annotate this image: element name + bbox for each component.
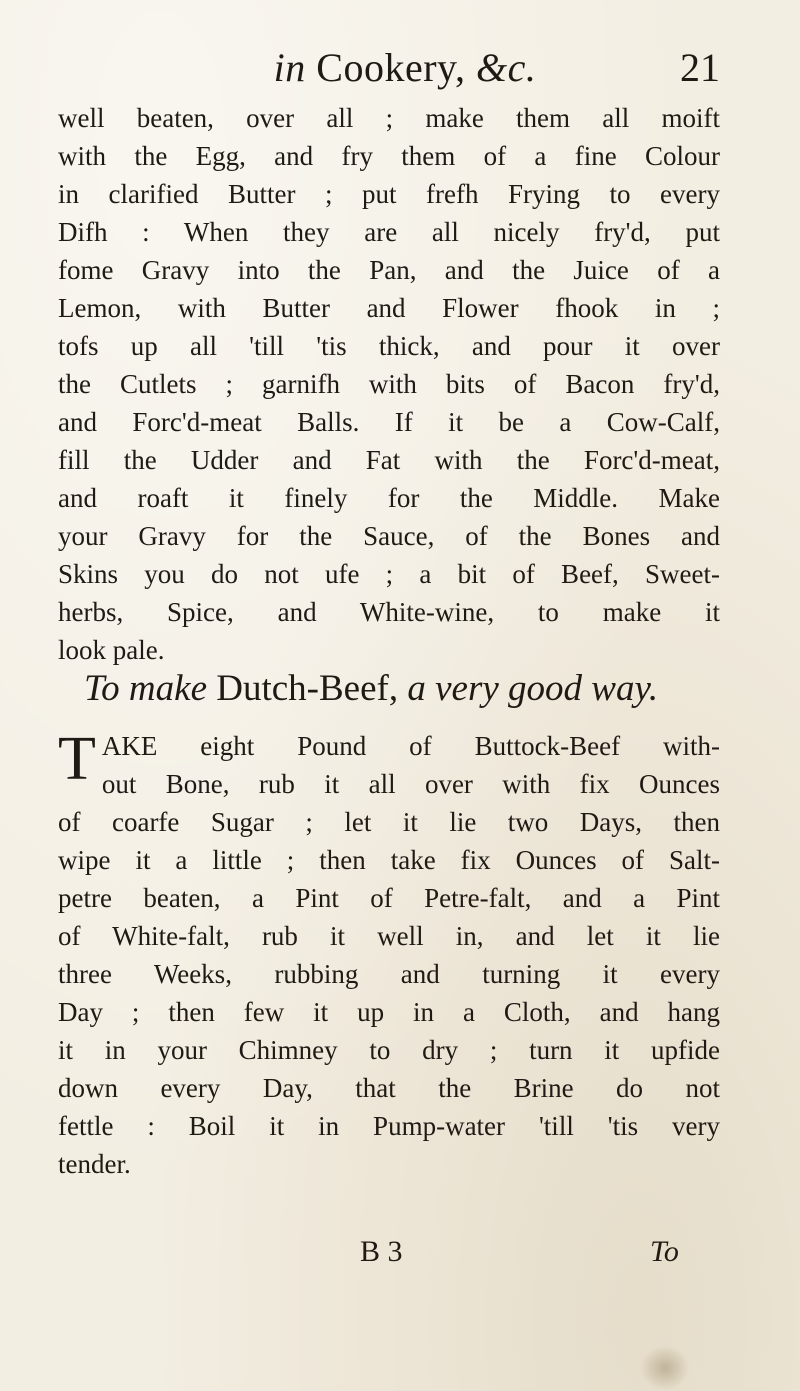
running-title <box>90 44 720 91</box>
recipe-heading-main: Dutch-Beef, <box>216 668 399 709</box>
paper-stain <box>640 1345 690 1391</box>
text-line: Lemon, with Butter and Flower fhook in ; <box>58 293 720 323</box>
recipe-heading <box>84 667 724 710</box>
running-title-prefix: in <box>273 45 306 90</box>
running-header <box>90 44 720 104</box>
text-line: AKE eight Pound of Buttock-Beef with- <box>101 731 720 761</box>
recipe-heading-prefix: To make <box>84 668 207 709</box>
text-line: Difh : When they are all nicely fry'd, put <box>58 217 720 247</box>
text-line: fettle : Boil it in Pump-water 'till 'tis very <box>58 1111 720 1141</box>
page-number: 21 <box>680 45 720 90</box>
text-line: and Forc'd-meat Balls. If it be a Cow-Calf, <box>58 407 720 437</box>
text-line: fome Gravy into the Pan, and the Juice of a <box>58 255 720 285</box>
text-line: down every Day, that the Brine do not <box>58 1073 720 1103</box>
text-line: of White-falt, rub it well in, and let it lie <box>58 921 720 951</box>
text-line: well beaten, over all ; make them all moift <box>58 103 720 133</box>
text-line: fill the Udder and Fat with the Forc'd-meat, <box>58 445 720 475</box>
page-footer <box>0 1235 800 1275</box>
paragraph-1 <box>58 99 720 669</box>
text-line: three Weeks, rubbing and turning it every <box>58 959 720 989</box>
text-line: the Cutlets ; garnifh with bits of Bacon fry'd, <box>58 369 720 399</box>
text-line: in clarified Butter ; put frefh Frying to every <box>58 179 720 209</box>
text-line: out Bone, rub it all over with fix Ounces <box>101 769 720 799</box>
signature-mark: B 3 <box>360 1235 403 1268</box>
recipe-heading-suffix: a very good way. <box>407 668 659 709</box>
text-line: look pale. <box>58 635 165 665</box>
running-title-suffix: &c. <box>475 45 537 90</box>
catchword: To <box>650 1235 679 1268</box>
text-line: it in your Chimney to dry ; turn it upfide <box>58 1035 720 1065</box>
text-line: tofs up all 'till 'tis thick, and pour it over <box>58 331 720 361</box>
text-line: herbs, Spice, and White-wine, to make it <box>58 597 720 627</box>
text-line: your Gravy for the Sauce, of the Bones and <box>58 521 720 551</box>
drop-cap: T <box>58 725 96 793</box>
text-line: wipe it a little ; then take fix Ounces of Salt- <box>58 845 720 875</box>
running-title-main: Cookery, <box>316 45 466 90</box>
text-line: Day ; then few it up in a Cloth, and hang <box>58 997 720 1027</box>
paragraph-2 <box>58 727 720 1183</box>
text-line: petre beaten, a Pint of Petre-falt, and a Pint <box>58 883 720 913</box>
text-line: and roaft it finely for the Middle. Make <box>58 483 720 513</box>
text-line: tender. <box>58 1149 131 1179</box>
text-line: Skins you do not ufe ; a bit of Beef, Sweet- <box>58 559 720 589</box>
text-line: with the Egg, and fry them of a fine Colour <box>58 141 720 171</box>
text-line: of coarfe Sugar ; let it lie two Days, then <box>58 807 720 837</box>
